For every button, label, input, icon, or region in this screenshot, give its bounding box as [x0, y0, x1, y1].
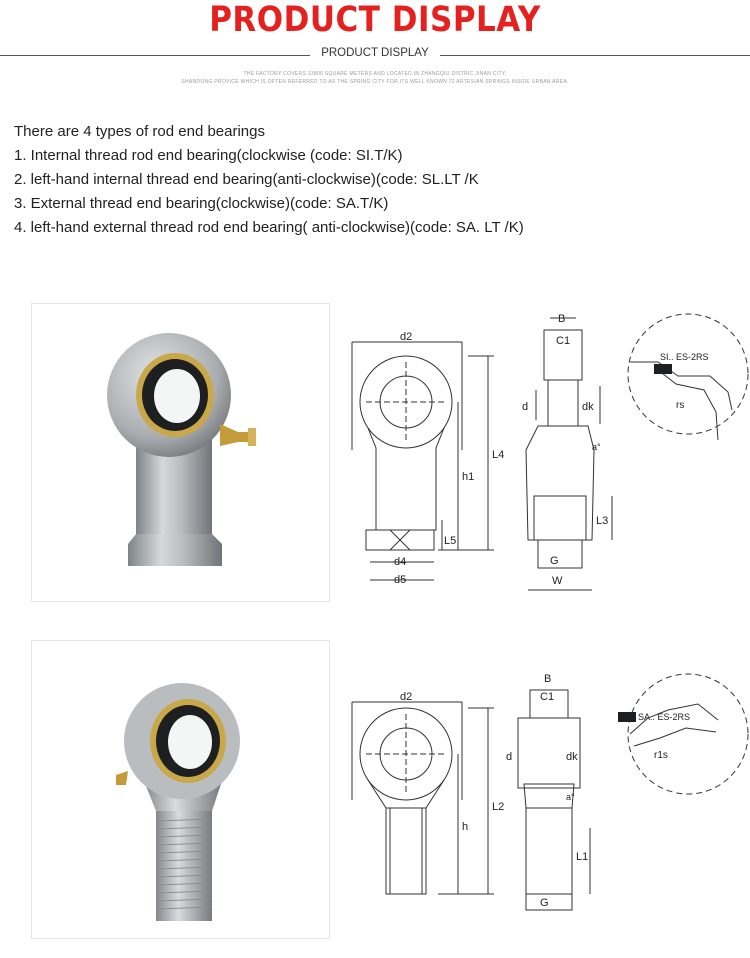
technical-drawing-internal	[338, 300, 750, 605]
dim-label: d5	[394, 574, 407, 586]
dim-label: d4	[394, 556, 407, 568]
dim-label: a°	[566, 792, 575, 802]
dim-label: h1	[462, 471, 475, 483]
detail-label: r1s	[654, 750, 668, 761]
dim-label: d2	[400, 691, 413, 703]
dim-label: d	[506, 751, 513, 763]
detail-label: SA.. ES-2RS	[638, 712, 691, 722]
page-title: PRODUCT DISPLAY	[209, 0, 541, 41]
intro-item: 2. left-hand internal thread end bearing(anti-clockwise)(code: SL.LT /K	[14, 171, 479, 188]
external-rod-end-image	[32, 641, 329, 938]
dim-label: a°	[592, 442, 601, 452]
dim-label: dk	[582, 401, 594, 413]
header-divider-left	[0, 55, 310, 56]
intro-item: 4. left-hand external thread rod end bearing( anti-clockwise)(code: SA. LT /K)	[14, 219, 524, 236]
internal-rod-end-image	[32, 304, 329, 601]
intro-heading: There are 4 types of rod end bearings	[14, 123, 265, 140]
dim-label: L2	[492, 801, 505, 813]
header-fineprint-2: SHANDONG PROVICE WHICH IS OFTEN REFERRED TO AS THE SPRING CITY FOR ITS WELL KNOWN 72 ARTESIAN SPRINGS INSIDE URBAN AREA.	[181, 79, 569, 85]
dim-label: G	[540, 897, 549, 909]
product-photo-internal-thread	[31, 303, 330, 602]
dim-label: B	[544, 673, 552, 685]
intro-block	[14, 120, 524, 240]
dim-label: W	[552, 575, 563, 587]
header-divider-right	[440, 55, 750, 56]
dim-label: d	[522, 401, 529, 413]
dim-label: B	[558, 313, 566, 325]
dim-label: G	[550, 555, 559, 567]
dim-label: L4	[492, 449, 505, 461]
dim-label: h	[462, 821, 469, 833]
intro-item: 3. External thread end bearing(clockwise)(code: SA.T/K)	[14, 195, 389, 212]
dimension-drawing-1	[338, 300, 750, 600]
dim-label: dk	[566, 751, 578, 763]
header-fineprint-1: THE FACTORY COVERS 13800 SQUARE METERS AND LOCATED IN ZHANGQIU DISTRIC JINAN CITY,	[243, 71, 507, 77]
dim-label: d2	[400, 331, 413, 343]
dim-label: C1	[556, 335, 571, 347]
dim-label: L1	[576, 851, 589, 863]
dim-label: C1	[540, 691, 555, 703]
header-subtitle: PRODUCT DISPLAY	[321, 47, 429, 59]
dim-label: L3	[596, 515, 609, 527]
dimension-drawing-2	[338, 660, 750, 920]
detail-label: rs	[676, 400, 685, 411]
product-photo-external-thread	[31, 640, 330, 939]
dim-label: L5	[444, 535, 457, 547]
technical-drawing-external	[338, 660, 750, 925]
detail-label: SI.. ES-2RS	[660, 352, 709, 362]
intro-item: 1. Internal thread rod end bearing(clockwise (code: SI.T/K)	[14, 147, 403, 164]
